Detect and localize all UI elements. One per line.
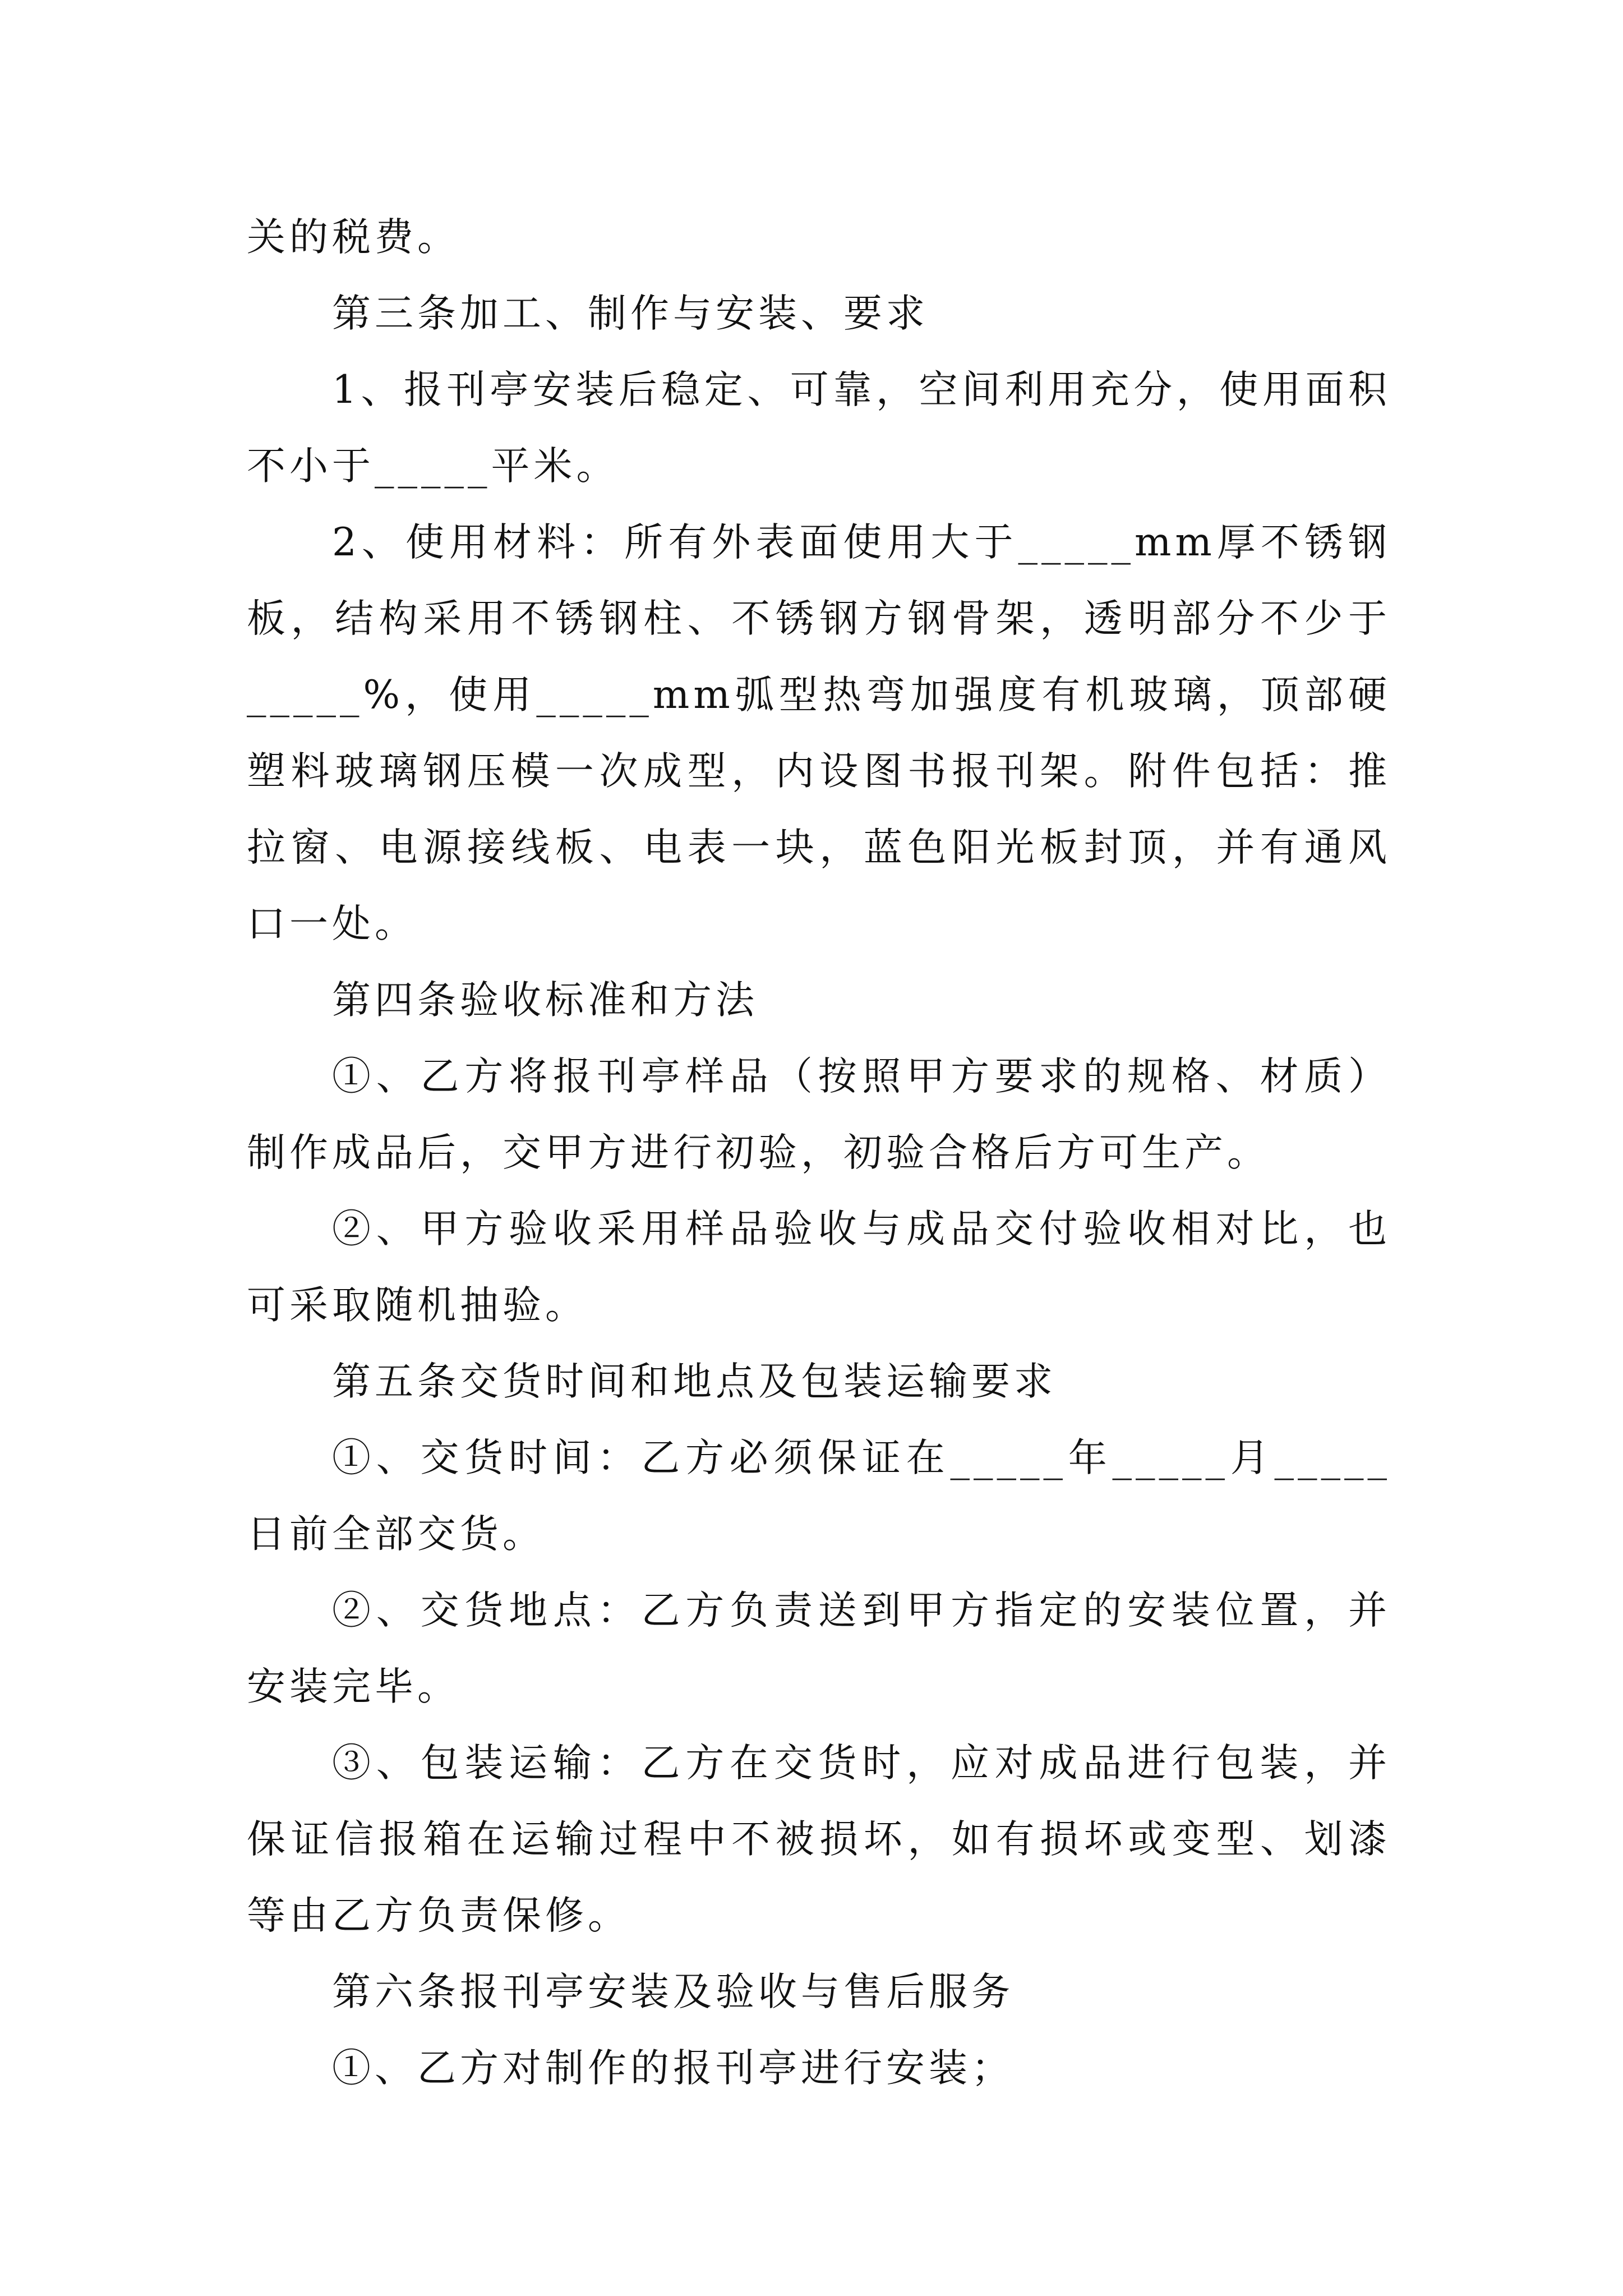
paragraph: ②、甲方验收采用样品验收与成品交付验收相对比，也可采取随机抽验。	[247, 1207, 1391, 1328]
paragraph: ③、包装运输：乙方在交货时，应对成品进行包装，并保证信报箱在运输过程中不被损坏，如有损坏或变型、划漆等由乙方负责保修。	[247, 1741, 1391, 1938]
section-heading-article-6: 第六条报刊亭安装及验收与售后服务	[332, 1970, 1014, 2014]
paragraph: ①、乙方对制作的报刊亭进行安装；	[332, 2046, 1014, 2091]
document-body	[247, 199, 1391, 2106]
section-heading-article-3: 第三条加工、制作与安装、要求	[332, 291, 929, 336]
paragraph: ①、乙方将报刊亭样品（按照甲方要求的规格、材质）制作成品后，交甲方进行初验，初验合格后方可生产。	[247, 1054, 1391, 1175]
paragraph: 1、报刊亭安装后稳定、可靠，空间利用充分，使用面积不小于_____平米。	[247, 367, 1391, 489]
section-heading-article-4: 第四条验收标准和方法	[332, 978, 758, 1023]
section-heading-article-5: 第五条交货时间和地点及包装运输要求	[332, 1359, 1057, 1404]
paragraph: ②、交货地点：乙方负责送到甲方指定的安装位置，并安装完毕。	[247, 1588, 1391, 1709]
paragraph: ①、交货时间：乙方必须保证在_____年_____月_____日前全部交货。	[247, 1435, 1391, 1557]
paragraph: 关的税费。	[247, 215, 460, 260]
paragraph: 2、使用材料：所有外表面使用大于_____mm厚不锈钢板，结构采用不锈钢柱、不锈钢方钢骨架，透明部分不少于_____%，使用_____mm弧型热弯加强度有机玻璃，顶部硬塑料玻璃钢压模一次成型，内设图书报刊架。附件包括：推拉窗、电源接线板、电表一块，蓝色阳光板封顶，并有通风口一处。	[247, 520, 1391, 946]
